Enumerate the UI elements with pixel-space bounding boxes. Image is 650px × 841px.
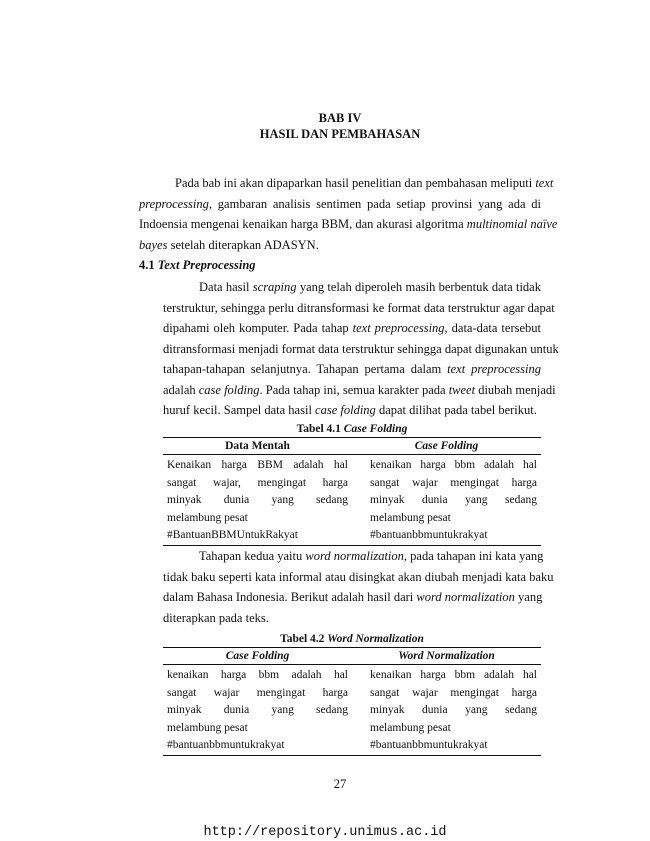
case-folding-table [163, 437, 541, 546]
column-header: Case Folding [352, 438, 541, 455]
table-cell: kenaikan harga bbm adalah hal sangat wajar mengingat harga minyak dunia yang sedang melambung pesat #bantuanbbmuntukrakyat [163, 665, 352, 756]
paragraph-2: Tahapan kedua yaitu word normalization, pada tahapan ini kata yang tidak baku seperti kata informal atau disingkat akan diubah menjadi kata baku dalam Bahasa Indonesia. Berikut adalah hasil dari word normalization yang diterapkan pada teks. [163, 549, 554, 625]
page-number: 27 [333, 777, 347, 791]
table-row [163, 455, 541, 546]
section-heading: 4.1 Text Preprocessing [139, 258, 256, 272]
intro-paragraph: Pada bab ini akan dipaparkan hasil penelitian dan pembahasan meliputi text preprocessing, gambaran analisis sentimen pada setiap provinsi yang ada di Indoensia mengenai kenaikan harga BBM, dan akurasi algoritma multinomial naïve bayes setelah diterapkan ADASYN. [139, 176, 558, 252]
paragraph-1: Data hasil scraping yang telah diperoleh masih berbentuk data tidak terstruktur, sehingga perlu ditransformasi ke format data terstruktur agar dapat dipahami oleh komputer. Pada tahap text preprocessing, data-data tersebut ditransformasi menjadi format data terstruktur sehingga dapat digunakan untuk tahapan-tahapan selanjutnya. Tahapan pertama dalam text preprocessing adalah case folding. Pada tahap ini, semua karakter pada tweet diubah menjadi huruf kecil. Sampel data hasil case folding dapat dilihat pada tabel berikut. [163, 280, 559, 417]
table-cell: Kenaikan harga BBM adalah hal sangat wajar, mengingat harga minyak dunia yang sedang melambung pesat #BantuanBBMUntukRakyat [163, 455, 352, 546]
table-cell: kenaikan harga bbm adalah hal sangat wajar mengingat harga minyak dunia yang sedang melambung pesat #bantuanbbmuntukrakyat [352, 455, 541, 546]
table-header-row [163, 438, 541, 455]
chapter-title: HASIL DAN PEMBAHASAN [259, 127, 421, 141]
column-header: Word Normalization [352, 648, 541, 665]
table-row [163, 665, 541, 756]
table-caption: Tabel 4.1 Case Folding [296, 423, 408, 435]
word-normalization-table [163, 647, 541, 756]
table-header-row [163, 648, 541, 665]
table-cell: kenaikan harga bbm adalah hal sangat wajar mengingat harga minyak dunia yang sedang melambung pesat #bantuanbbmuntukrakyat [352, 665, 541, 756]
repository-url: http://repository.unimus.ac.id [203, 825, 447, 840]
chapter-number: BAB IV [318, 111, 362, 125]
table-caption: Tabel 4.2 Word Normalization [280, 633, 424, 645]
column-header: Case Folding [163, 648, 352, 665]
column-header: Data Mentah [163, 438, 352, 455]
